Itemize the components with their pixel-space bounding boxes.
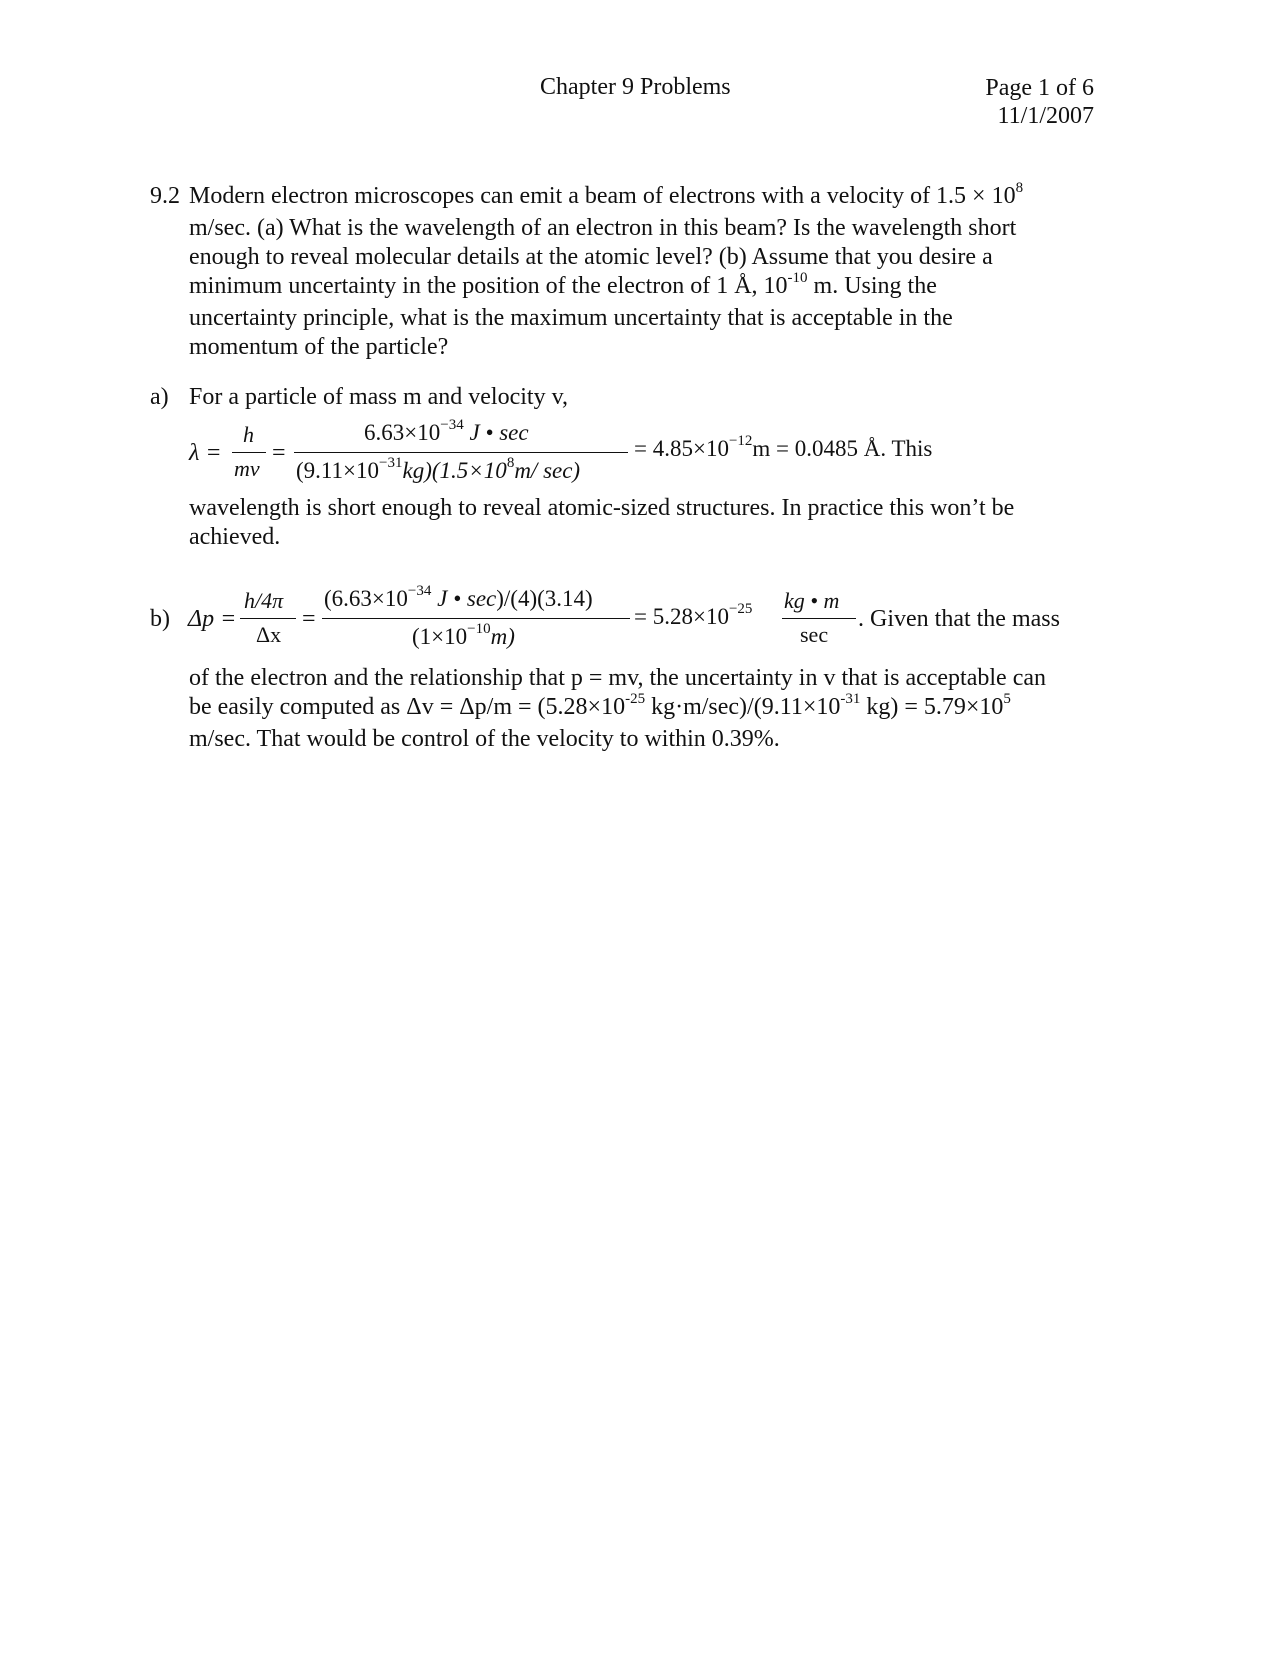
page-info <box>940 74 1094 130</box>
fraction-bar <box>232 452 266 453</box>
problem-line: enough to reveal molecular details at the atomic level? (b) Assume that you desire a <box>189 244 993 270</box>
fraction-bar <box>294 452 628 453</box>
part-b-text: of the electron and the relationship that p = mv, the uncertainty in v that is acceptable can be easily computed as $\Delta v = \Delta p/m = (5.28\times 10^{-25}$ $kg\cdot m/\sec)/(9.11\times 10^{-31}$ $kg) = 5.79\times 10^5$ m/sec. That would be control of the velocity to within 0.39%. <box>189 665 1047 752</box>
fraction-numerator: $6.63\times 10^{-34}$ J • sec <box>364 417 529 445</box>
lambda-symbol: λ = <box>189 440 222 466</box>
part-a-conclusion: wavelength is short enough to reveal atomic-sized structures. In practice this won’t be achieved. <box>189 495 1015 550</box>
fraction-numerator: h <box>243 422 254 447</box>
equals-sign: = <box>272 440 286 466</box>
fraction-denominator: $(1\times 10^{-10}m)$ <box>412 621 515 649</box>
problem-number: 9.2 <box>150 183 180 209</box>
document-title: Chapter 9 Problems <box>540 74 731 100</box>
part-a-intro: For a particle of mass m and velocity v, <box>189 384 569 410</box>
equals-sign: = <box>302 606 316 632</box>
fraction-numerator: kg • m <box>784 588 840 613</box>
problem-line: uncertainty principle, what is the maximum uncertainty that is acceptable in the <box>189 305 953 331</box>
fraction-bar <box>782 618 856 619</box>
wavelength-result: = $4.85\times 10^{-12}m = 0.0485$ Å. This <box>634 433 933 461</box>
fraction-denominator: sec <box>800 622 829 647</box>
fraction-denominator: $(9.11\times 10^{-31}kg)(1.5\times 10^8m/$ sec) <box>296 455 581 483</box>
part-b-continuation: . Given that the mass <box>858 606 1060 632</box>
problem-line: momentum of the particle? <box>189 334 449 360</box>
problem-line: Modern electron microscopes can emit a beam of electrons with a velocity of $1.5 \times 10^8$ <box>189 180 1024 209</box>
fraction-denominator: Δx <box>256 622 282 647</box>
momentum-result: = $5.28\times 10^{-25}$ <box>634 601 753 629</box>
fraction-denominator: mv <box>234 456 260 481</box>
document-date: 11/1/2007 <box>997 103 1094 129</box>
fraction-numerator: h/4π <box>244 588 284 613</box>
fraction-bar <box>240 618 296 619</box>
part-a-label: a) <box>150 384 169 410</box>
problem-line: m/sec. (a) What is the wavelength of an electron in this beam? Is the wavelength short <box>189 215 1017 241</box>
page-number: Page 1 of 6 <box>985 75 1094 101</box>
fraction-numerator: ($6.63\times 10^{-34}$ J • sec)/(4)(3.14) <box>324 583 593 611</box>
part-b-label: b) <box>150 606 170 632</box>
problem-statement <box>150 182 1100 362</box>
delta-p-symbol: Δp = <box>188 606 237 632</box>
fraction-bar <box>322 618 630 619</box>
problem-line: minimum uncertainty in the position of the electron of 1 Å, $10^{-10}$ m. Using the <box>189 270 937 299</box>
